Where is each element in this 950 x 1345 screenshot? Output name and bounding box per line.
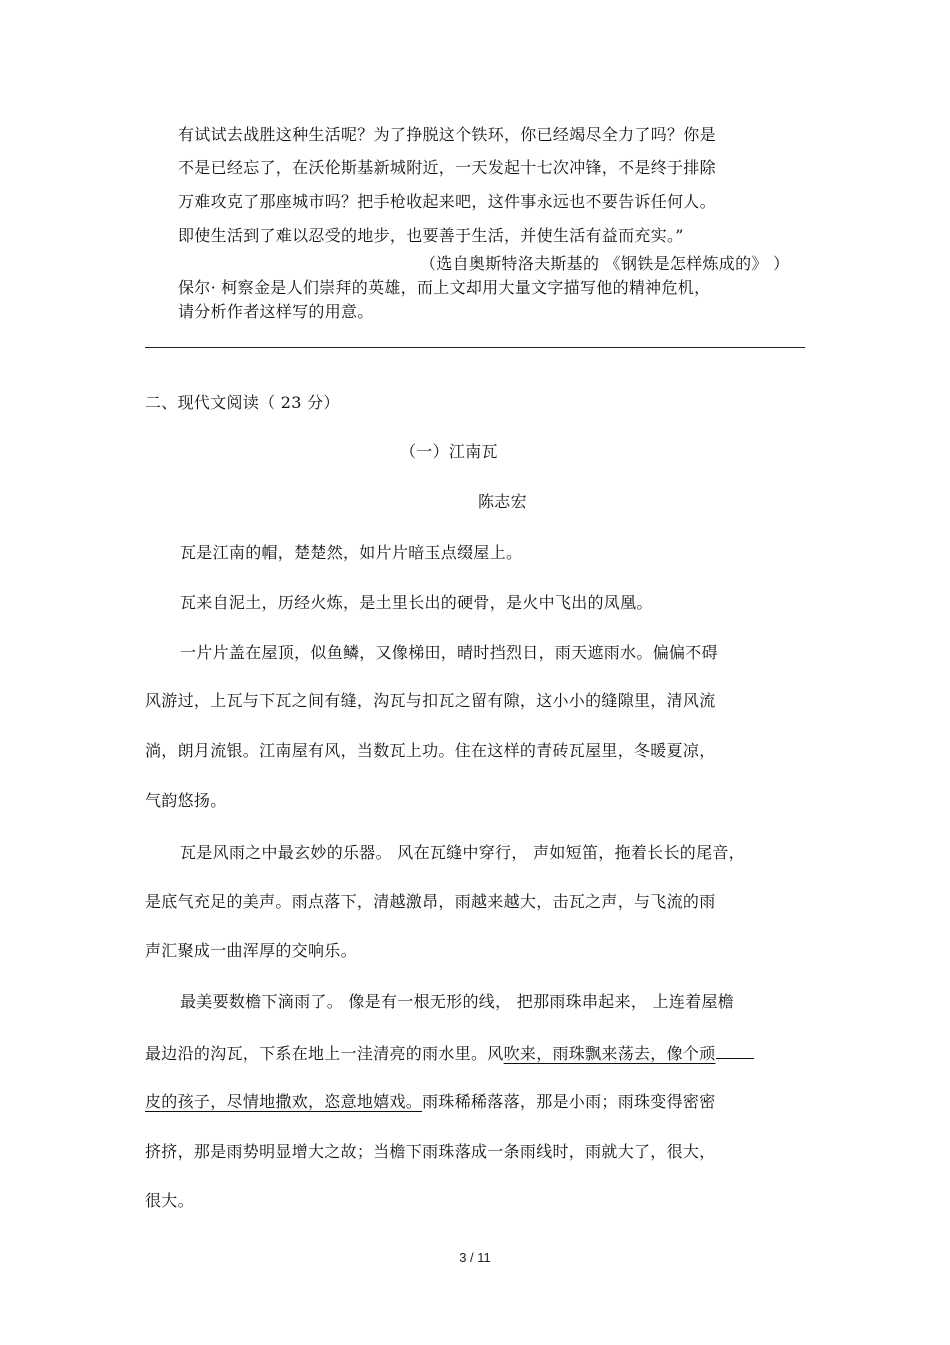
paragraph-line: 最美要数檐下滴雨了。 像是有一根无形的线， 把那雨珠串起来， 上连着屋檐 <box>180 992 735 1011</box>
paragraph-line: 淌，朗月流银。江南屋有风，当数瓦上功。住在这样的青砖瓦屋里，冬暖夏凉， <box>145 741 716 760</box>
paragraph-line <box>145 1041 754 1065</box>
paragraph-line: 瓦是风雨之中最玄妙的乐器。 风在瓦缝中穿行， 声如短笛，拖着长长的尾音， <box>180 843 745 862</box>
paragraph-line: 很大。 <box>145 1191 194 1210</box>
plain-text: 雨珠稀稀落落，那是小雨；雨珠变得密密 <box>422 1092 716 1111</box>
question-line: 保尔· 柯察金是人们崇拜的英雄，而上文却用大量文字描写他的精神危机， <box>178 278 711 297</box>
underlined-text: 皮的孩子，尽情地撒欢，恣意地嬉戏。 <box>145 1092 423 1111</box>
underline-extension <box>716 1041 754 1059</box>
paragraph-line: 风游过，上瓦与下瓦之间有缝，沟瓦与扣瓦之留有隙，这小小的缝隙里，清风流 <box>145 691 716 710</box>
quote-source: （选自奥斯特洛夫斯基的 《钢铁是怎样炼成的》 ） <box>420 254 790 273</box>
paragraph: 瓦来自泥土，历经火炼，是土里长出的硬骨，是火中飞出的凤凰。 <box>180 593 653 612</box>
article-title: （一）江南瓦 <box>400 442 498 461</box>
paragraph-line: 气韵悠扬。 <box>145 791 227 810</box>
plain-text: 最边沿的沟瓦，下系在地上一洼清亮的雨水里。风 <box>145 1044 504 1063</box>
paragraph-line: 一片片盖在屋顶，似鱼鳞，又像梯田，晴时挡烈日，雨天遮雨水。偏偏不碍 <box>180 643 718 662</box>
paragraph-line: 挤挤，那是雨势明显增大之故；当檐下雨珠落成一条雨线时，雨就大了，很大， <box>145 1142 716 1161</box>
underlined-text: 吹来，雨珠飘来荡去，像个顽 <box>503 1044 716 1063</box>
paragraph-line <box>145 1091 716 1113</box>
paragraph-line: 是底气充足的美声。雨点落下，清越激昂，雨越来越大，击瓦之声，与飞流的雨 <box>145 892 716 911</box>
article-author: 陈志宏 <box>478 492 527 511</box>
quote-line: 即使生活到了难以忍受的地步，也要善于生活，并使生活有益而充实。” <box>178 226 684 245</box>
page-number: 3 / 11 <box>459 1250 491 1265</box>
quote-line: 不是已经忘了，在沃伦斯基新城附近，一天发起十七次冲锋，不是终于排除 <box>178 158 716 177</box>
section-heading: 二、现代文阅读（ 23 分） <box>145 393 340 412</box>
answer-line <box>145 347 805 348</box>
paragraph-line: 声汇聚成一曲浑厚的交响乐。 <box>145 941 357 960</box>
quote-line: 万难攻克了那座城市吗？把手枪收起来吧，这件事永远也不要告诉任何人。 <box>178 192 716 211</box>
quote-line: 有试试去战胜这种生活呢？为了挣脱这个铁环，你已经竭尽全力了吗？你是 <box>178 125 716 144</box>
paragraph: 瓦是江南的帽，楚楚然，如片片暗玉点缀屋上。 <box>180 543 523 562</box>
question-line: 请分析作者这样写的用意。 <box>178 302 374 321</box>
